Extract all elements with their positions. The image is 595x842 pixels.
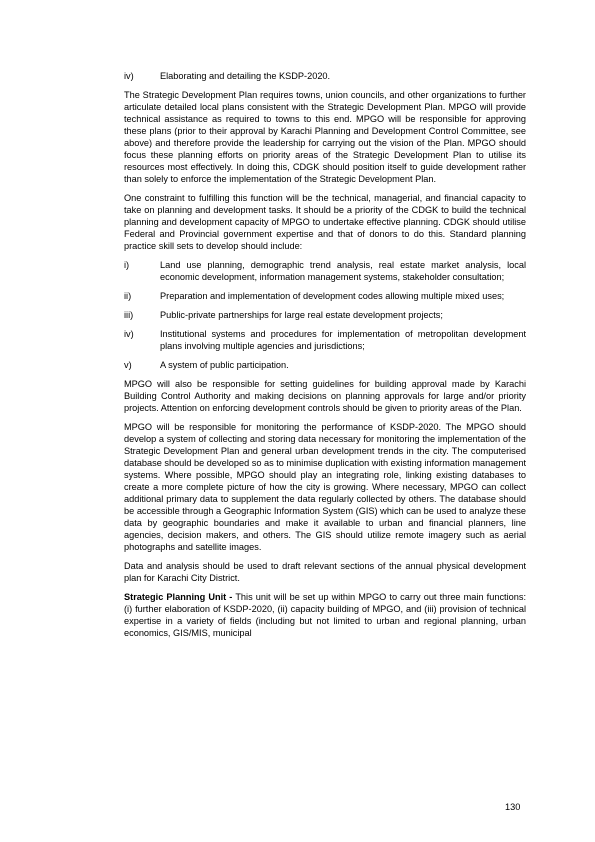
list-item bbox=[124, 309, 526, 321]
list-item bbox=[124, 328, 526, 352]
paragraph-strategic-planning-unit bbox=[124, 591, 526, 639]
paragraph-lead-heading: Strategic Planning Unit - bbox=[124, 592, 233, 602]
list-item-number: i) bbox=[124, 260, 130, 270]
paragraph-body: This unit will be set up within MPGO to carry out three main functions: (i) further elaboration of KSDP-2020, (ii) capacity building of MPGO, and (iii) provision of technical expertise in a variety of fields (including but not limited to urban and regional planning, urban economics, GIS/MIS, municipal bbox=[124, 592, 526, 638]
list-item-number: iv) bbox=[124, 71, 134, 81]
paragraph-data-analysis: Data and analysis should be used to draft relevant sections of the annual physical development plan for Karachi City District. bbox=[124, 561, 526, 583]
paragraph-building-approval: MPGO will also be responsible for setting guidelines for building approval made by Karachi Building Control Authority and making decisions on planning approvals for large and/or priority projects. Attention on enforcing development controls should be given to priority areas of the Plan. bbox=[124, 379, 526, 413]
page-number: 130 bbox=[505, 802, 521, 812]
skills-list bbox=[124, 259, 526, 371]
list-item bbox=[124, 359, 526, 371]
list-item-number: v) bbox=[124, 360, 132, 370]
paragraph-capacity-constraint: One constraint to fulfilling this function will be the technical, managerial, and financial capacity to take on planning and development tasks. It should be a priority of the CDGK to build the technical planning and development capacity of MPGO to undertake effective planning. CDGK should utilise Federal and Provincial government expertise and that of donors to do this. Standard planning practice skill sets to develop should include: bbox=[124, 193, 526, 251]
list-item-text: Public-private partnerships for large real estate development projects; bbox=[160, 310, 443, 320]
list-item-text: Institutional systems and procedures for implementation of metropolitan development plans involving multiple agencies and jurisdictions; bbox=[160, 329, 526, 351]
list-item-number: iv) bbox=[124, 329, 134, 339]
list-item-top bbox=[124, 70, 526, 82]
list-item bbox=[124, 290, 526, 302]
paragraph-local-plans: The Strategic Development Plan requires towns, union councils, and other organizations to further articulate detailed local plans consistent with the Strategic Development Plan. MPGO will provide technical assistance as required to towns to this end. MPGO will be responsible for approving these plans (prior to their approval by Karachi Planning and Development Control Committee, see above) and therefore provide the leadership for carrying out the vision of the Plan. MPGO should focus these planning efforts on priority areas of the Strategic Development Plan to utilise its resources most effectively. In doing this, CDGK should position itself to guide development rather than solely to enforce the implementation of the Strategic Development Plan. bbox=[124, 90, 526, 184]
list-item-number: iii) bbox=[124, 310, 134, 320]
paragraph-monitoring: MPGO will be responsible for monitoring the performance of KSDP-2020. The MPGO should develop a system of collecting and storing data necessary for monitoring the implementation of the Strategic Development Plan and general urban development trends in the city. The computerised database should be developed so as to minimise duplication with existing information management systems. Where possible, MPGO should play an integrating role, linking existing databases to create a more complete picture of how the city is growing. Where necessary, MPGO can collect additional primary data to supplement the data regularly collected by others. The database should be accessible through a Geographic Information System (GIS) which can be used to analyze these data by geographic boundaries and make it available to urban and financial planners, line agencies, decision makers, and others. The GIS should utilize remote imagery such as aerial photographs and satellite images. bbox=[124, 422, 526, 552]
list-item-text: Preparation and implementation of development codes allowing multiple mixed uses; bbox=[160, 291, 505, 301]
list-item-text: A system of public participation. bbox=[160, 360, 289, 370]
list-item bbox=[124, 259, 526, 283]
list-item-text: Elaborating and detailing the KSDP-2020. bbox=[160, 71, 331, 81]
list-item-text: Land use planning, demographic trend analysis, real estate market analysis, local economic development, information management systems, stakeholder consultation; bbox=[160, 260, 526, 282]
list-item-number: ii) bbox=[124, 291, 132, 301]
page-content bbox=[124, 70, 526, 646]
